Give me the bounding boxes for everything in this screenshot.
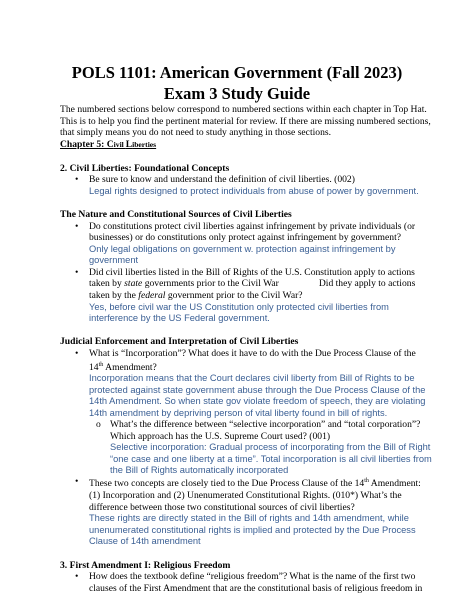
intro-paragraph: The numbered sections below correspond to numbered sections within each chapter in Top Hat. This is to help you find the pertinent material for review. If there are missing numbered sections, that simply means you do not need to study anything in those sections. <box>60 104 431 139</box>
question-text: • What is “Incorporation”? What does it have to do with the Due Process Clause of the 14th Amendment? <box>89 347 416 373</box>
list-item <box>60 476 432 547</box>
answer-text: Legal rights designed to protect individuals from abuse of power by government. <box>89 185 419 196</box>
section-heading: 3. First Amendment I: Religious Freedom <box>60 559 231 571</box>
question-text: • These two concepts are closely tied to the Due Process Clause of the 14th Amendment: (1) Incorporation and (2) Unenumerated Constitutional Rights. (010*) What’s the difference between those two constitutional sources of civil liberties? <box>89 478 421 513</box>
list-item <box>60 174 432 197</box>
section-judicial-enforcement <box>60 336 432 547</box>
question-text: • Do constitutions protect civil liberties against infringement by private individuals (or businesses) or do constitutions only protect against infringement by government? <box>89 220 416 244</box>
sub-list-item <box>60 419 432 476</box>
list-item <box>60 348 432 476</box>
title-line-2: Exam 3 Study Guide <box>163 84 311 103</box>
chapter-content <box>60 139 432 606</box>
sub-question-text: o What’s the difference between “selective incorporation” and “total corporation”? Which approach has the U.S. Supreme Court used? (001) <box>110 418 421 442</box>
chapter-heading: Chapter 5: Civil Liberties <box>60 139 157 150</box>
answer-text: Incorporation means that the Court declares civil liberty from Bill of Rights to be protected against state government abuse through the Due Process Clause of the 14th Amendment. So when state gov violate freedom of speech, they are violating 14th amendment by depriving person of vital liberty found in bill of rights. <box>89 373 426 418</box>
section-heading: Judicial Enforcement and Interpretation of Civil Liberties <box>60 336 299 348</box>
section-heading: The Nature and Constitutional Sources of Civil Liberties <box>60 209 292 221</box>
sub-answer-text: Selective incorporation: Gradual process of incorporating from the Bill of Right “one case and one liberty at a time”. Total incorporation is all civil liberties from the Bill of Rights automatically incorporated <box>110 442 432 475</box>
question-text: • Did civil liberties listed in the Bill of Rights of the U.S. Constitution apply to actions taken by state governments prior to the Civil War Did they apply to actions taken by the federal government prior to the Civil War? <box>89 266 416 301</box>
document-title <box>0 62 474 104</box>
list-item <box>60 571 432 594</box>
section-religious-freedom <box>60 560 432 595</box>
title-line-1: POLS 1101: American Government (Fall 2023) <box>71 63 403 82</box>
list-item <box>60 267 432 325</box>
section-heading: 2. Civil Liberties: Foundational Concepts <box>60 162 230 174</box>
section-civil-liberties-foundational <box>60 163 432 198</box>
answer-text: Yes, before civil war the US Constitution only protected civil liberties from interference by the US Federal government. <box>89 301 389 323</box>
list-item <box>60 221 432 267</box>
answer-text: These rights are directly stated in the Bill of rights and 14th amendment, while unenumerated constitutional rights is implied and protected by the Due Process Clause of 14th amendment <box>89 513 416 547</box>
answer-text: Only legal obligations on government w. protection against infringement by government <box>89 243 396 266</box>
question-text: • Be sure to know and understand the definition of civil liberties. (002) <box>89 174 355 186</box>
section-nature-sources <box>60 209 432 324</box>
question-text: • How does the textbook define “religious freedom”? What is the name of the first two clauses of the First Amendment that are the constitutional basis of religious freedom in <box>89 571 423 594</box>
